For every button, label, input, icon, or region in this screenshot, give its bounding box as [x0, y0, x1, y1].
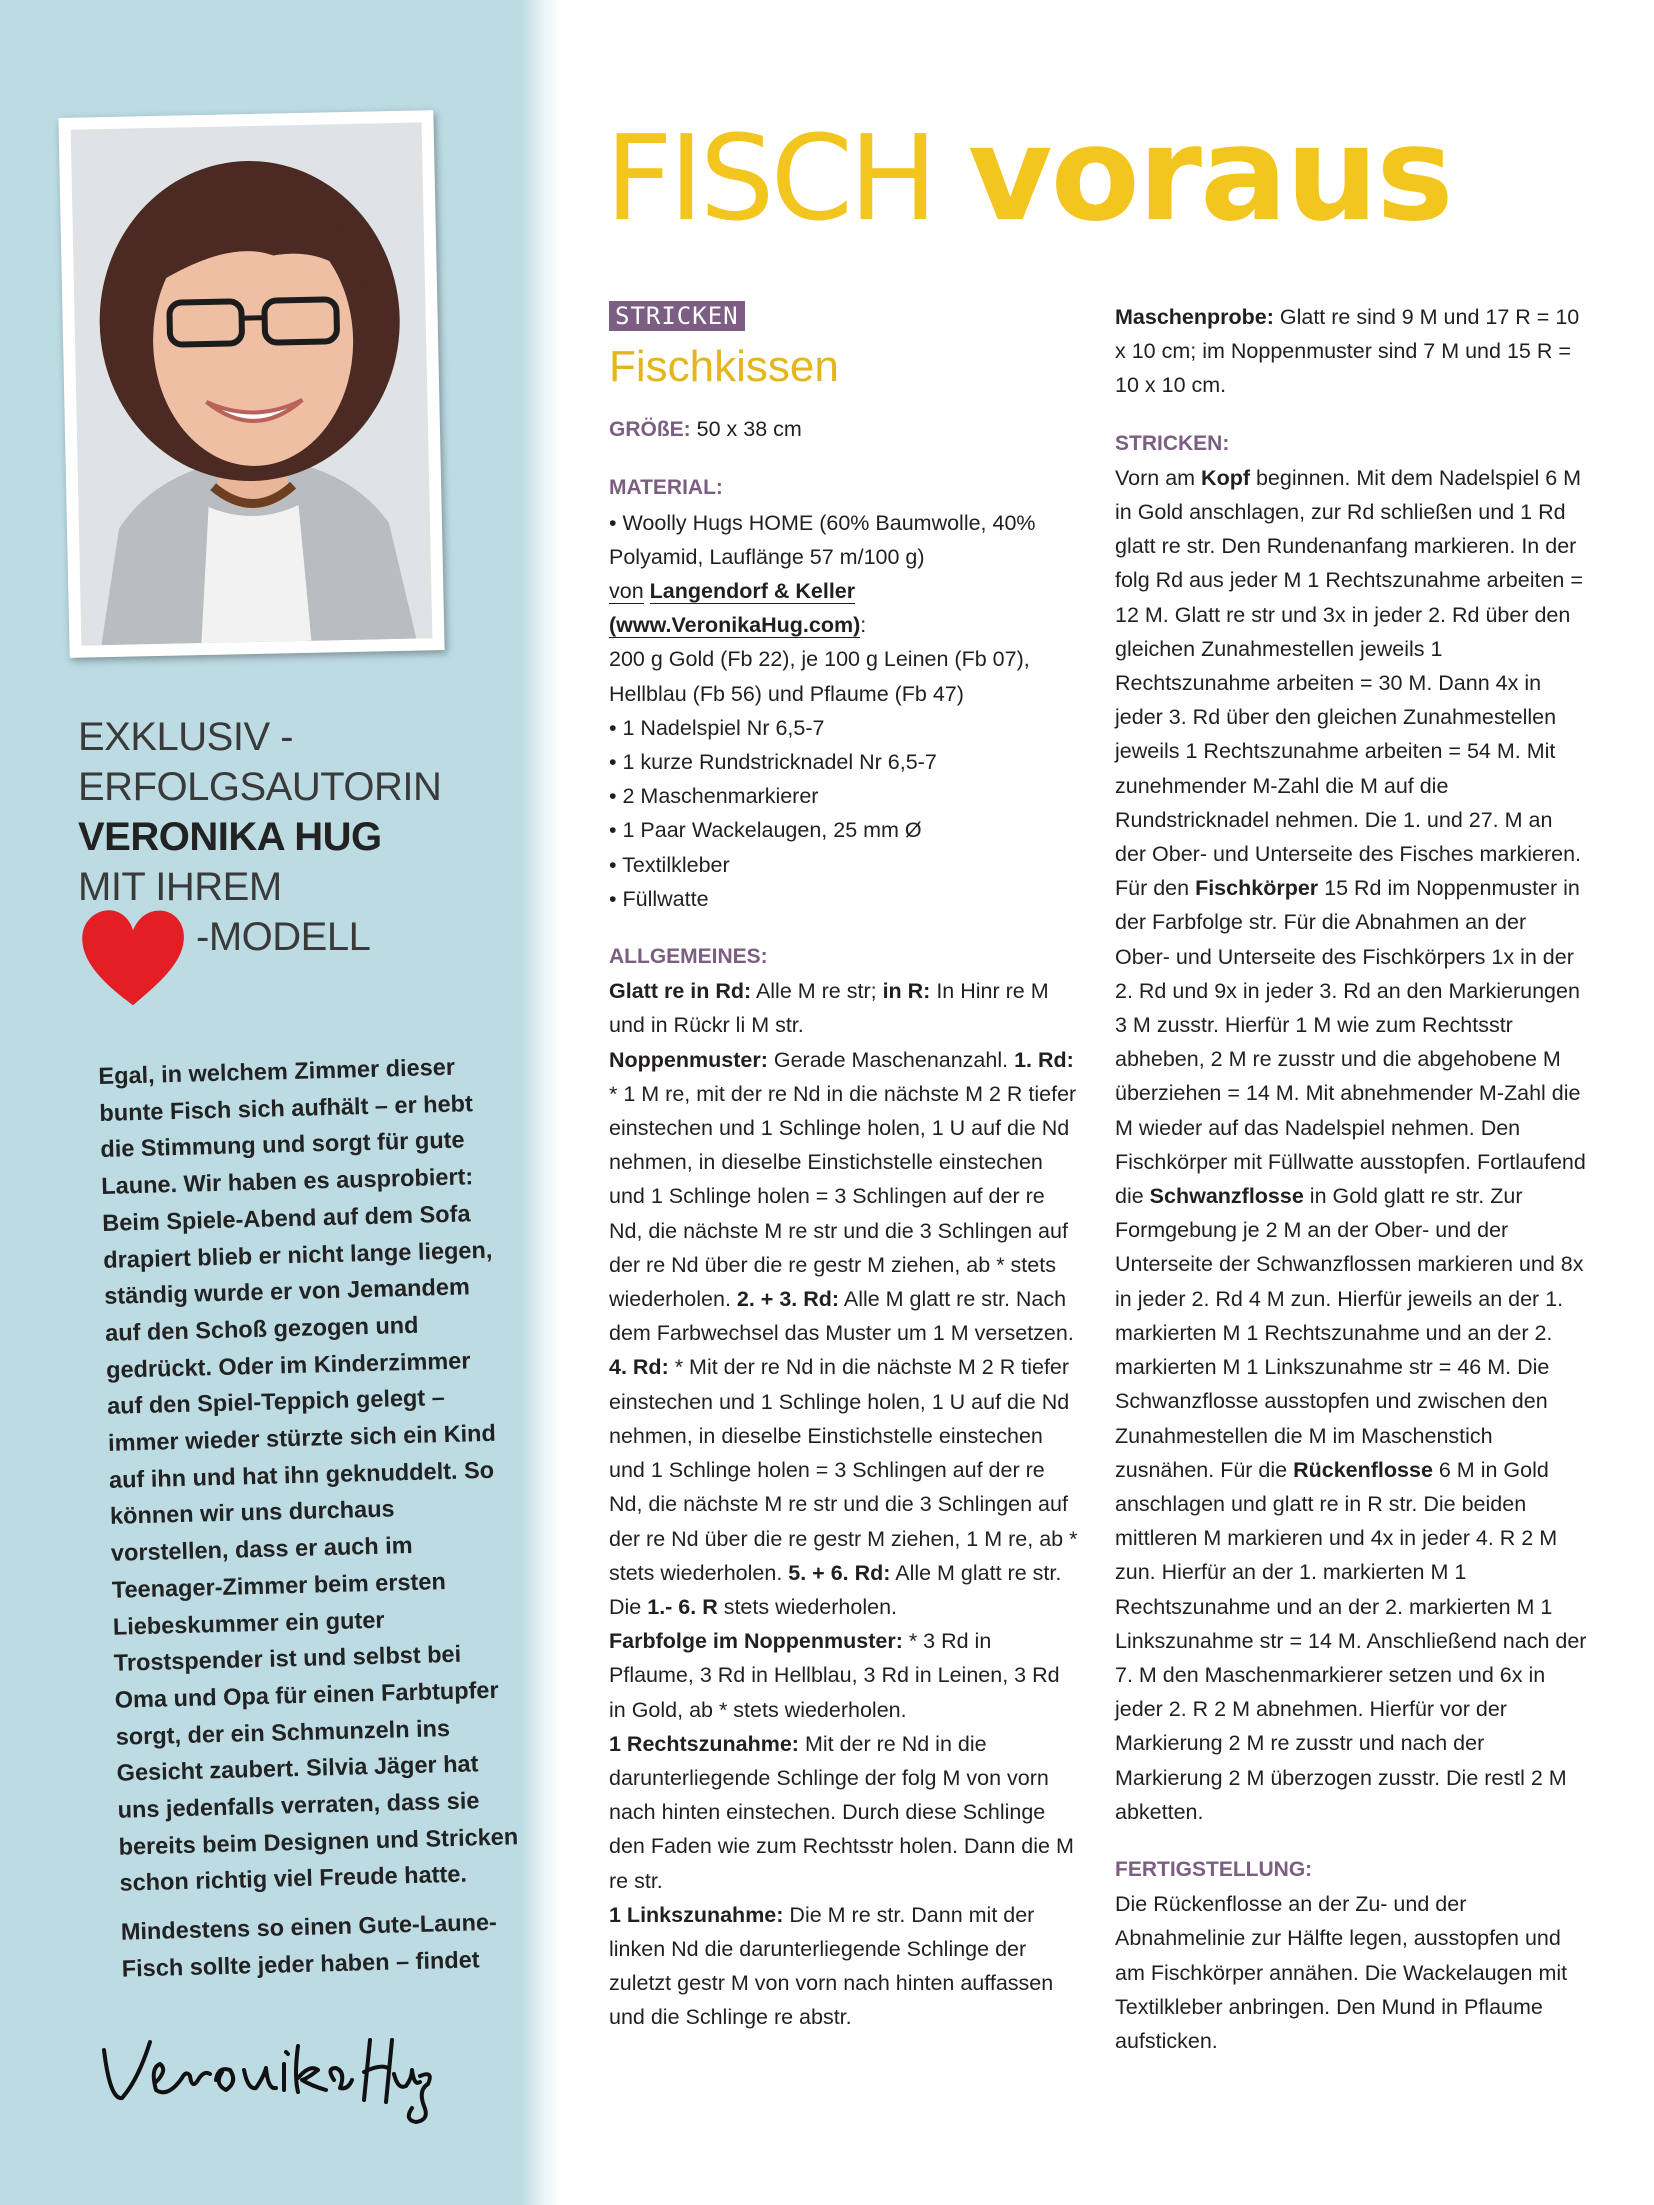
column-right — [1115, 300, 1587, 2058]
maschenprobe-text: Glatt re sind 9 M und 17 R = 10 x 10 cm; im Noppenmuster sind 7 M und 15 R = 10 x 10 cm. — [1115, 305, 1580, 398]
noppen-round-1: 1. Rd: — [1014, 1047, 1074, 1072]
stricken-rueckenflosse: Rückenflosse — [1293, 1457, 1433, 1482]
glatt-text-2: In Hinr re M und in Rückr li M str. — [609, 979, 1049, 1038]
page-title — [605, 98, 1452, 250]
headline-author-name: VERONIKA HUG — [78, 815, 382, 859]
intro-paragraph-1: Egal, in welchem Zimmer dieser bunte Fisch sich aufhält – er hebt die Stimmung und sorgt für gute Laune. Wir haben es ausprobiert: Beim Spiele-Abend auf dem Sofa drapiert blieb er nicht lange liegen, ständig wurde er von Jemandem auf den Schoß gezogen und gedrückt. Oder im Kinderzimmer auf den Spiel-Teppich gelegt – immer wieder stürzte sich ein Kind auf ihn und hat ihn geknuddelt. So können wir uns durchaus vorstellen, dass er auch im Teenager-Zimmer beim ersten Liebeskummer ein guter Trostspender ist und selbst bei Oma und Opa für einen Farbtupfer sorgt, der ein Schmunzeln ins Gesicht zaubert. Silvia Jäger hat uns jedenfalls verraten, dass sie bereits beim Designen und Stricken schon richtig viel Freude hatte. — [98, 1053, 519, 1897]
stricken-text-3: 15 Rd im Noppenmuster in der Farbfolge str. Für die Abnahmen an der Ober- und Unterseite des Fischkörpers 1x in der 2. Rd und 9x in jeder 3. Rd an den Markierungen 3 M zusstr. Hierfür 1 M wie zum Rechtsstr abheben, 2 M re zusstr und die abgehobene M überziehen = 14 M. Mit abnehmender M-Zahl die M wieder auf das Nadelspiel nehmen. Den Fischkörper mit Füllwatte ausstopfen. Fortlaufend die — [1115, 876, 1586, 1209]
linkszunahme-term: 1 Linkszunahme: — [609, 1902, 784, 1927]
material-item: • Füllwatte — [609, 886, 709, 911]
title-thin: FISCH — [605, 109, 934, 247]
glatt-term: Glatt re in Rd: — [609, 979, 752, 1004]
headline-line-2: ERFOLGSAUTORIN — [78, 765, 442, 809]
material-von: von — [609, 579, 644, 604]
signature — [98, 2020, 438, 2135]
farbfolge-text: * 3 Rd in Pflaume, 3 Rd in Hellblau, 3 Rd in Leinen, 3 Rd in Gold, ab * stets wiederholen. — [609, 1629, 1060, 1722]
noppen-term: Noppenmuster: — [609, 1047, 768, 1072]
material-item: • 1 Nadelspiel Nr 6,5-7 — [609, 715, 825, 740]
rechtszunahme-paragraph — [609, 1727, 1079, 1898]
noppen-text-2: * 1 M re, mit der re Nd in die nächste M 2 R tiefer einstechen und 1 Schlinge holen, 1 U auf die Nd nehmen, in dieselbe Einstichstelle einstechen und 1 Schlinge holen = 3 Schlingen auf der re Nd, die nächste M re str und die 3 Schlingen auf der re Nd über die re gestr M ziehen, ab * stets wiederholen. — [609, 1081, 1077, 1312]
stricken-text-5: 6 M in Gold anschlagen und glatt re in R str. Die beiden mittleren M markieren und 4x in jeder 4. R 2 M zun. Hierfür an der 1. markierten M 1 Rechtszunahme und an der 2. markierten M 1 Linkszunahme str = 14 M. Anschließend nach der 7. M den Maschenmarkierer setzen und 6x in jeder 2. R 2 M abnehmen. Hierfür vor der Markierung 2 M re zusstr und nach der Markierung 2 M überzogen zusstr. Die restl 2 M abketten. — [1115, 1457, 1587, 1824]
material-item: • Textilkleber — [609, 852, 730, 877]
linkszunahme-text: Die M re str. Dann mit der linken Nd die darunterliegende Schlinge der zuletzt gestr M von vorn nach hinten auffassen und die Schlinge re abstr. — [609, 1902, 1054, 2030]
stricken-text-4: in Gold glatt re str. Zur Formgebung je 2 M an der Ober- und der Unterseite der Schwanzflossen markieren und 8x in jeder 2. Rd 4 M zun. Hierfür jeweils an der 1. markierten M 1 Rechtszunahme und an der 2. markierten M 1 Linkszunahme str = 46 M. Die Schwanzflosse ausstopfen und zwischen den Zunahmestellen die M im Maschenstich zusnähen. Für die — [1115, 1184, 1584, 1482]
material-item: • 2 Maschenmarkierer — [609, 784, 819, 809]
maschenprobe-term: Maschenprobe: — [1115, 305, 1274, 329]
general-label: ALLGEMEINES: — [609, 945, 768, 969]
noppen-round-1-6: 1.- 6. R — [647, 1594, 718, 1619]
farbfolge-paragraph — [609, 1624, 1079, 1727]
material-brand: Langendorf & Keller — [649, 579, 856, 604]
noppen-text-3: Alle M glatt re str. Nach dem Farbwechsel das Muster um 1 M versetzen. — [609, 1287, 1074, 1346]
section-tag: STRICKEN — [609, 301, 745, 331]
sidebar — [0, 0, 560, 2205]
material-url: (www.VeronikaHug.com) — [609, 613, 861, 638]
stricken-kopf: Kopf — [1201, 465, 1250, 490]
noppen-text-4: * Mit der re Nd in die nächste M 2 R tiefer einstechen und 1 Schlinge holen, 1 U auf die Nd nehmen, in dieselbe Einstichstelle einstechen und 1 Schlinge holen = 3 Schlingen auf der re Nd, die nächste M re str und die 3 Schlingen auf der re Nd über die re gestr M ziehen, 1 M re, ab * stets wiederholen. — [609, 1355, 1078, 1585]
stricken-text-2: beginnen. Mit dem Nadelspiel 6 M in Gold anschlagen, zur Rd schließen und 1 Rd glatt re str. Den Rundenanfang markieren. In der folg Rd aus jeder M 1 Rechtszunahme arbeiten = 12 M. Glatt re str und 3x in jeder 2. Rd über den gleichen Zunahmestellen jeweils 1 Rechtszunahme arbeiten = 30 M. Dann 4x in jeder 3. Rd über den gleichen Zunahmestellen jeweils 1 Rechtszunahme arbeiten = 54 M. Mit zunehmender M-Zahl die M auf die Rundstricknadel nehmen. Die 1. und 27. M an der Ober- und Unterseite des Fisches markieren. Für den — [1115, 465, 1583, 901]
author-photo — [58, 110, 444, 658]
noppen-round-2-3: 2. + 3. Rd: — [736, 1287, 840, 1312]
signature-graphic — [98, 2020, 438, 2130]
farbfolge-term: Farbfolge im Noppenmuster: — [609, 1629, 903, 1654]
stricken-fischkoerper: Fischkörper — [1195, 876, 1319, 901]
glatt-text: Alle M re str; — [751, 979, 883, 1004]
glatt-paragraph — [609, 974, 1079, 1042]
stricken-schwanzflosse: Schwanzflosse — [1149, 1184, 1304, 1209]
material-label: MATERIAL: — [609, 476, 723, 500]
portrait-illustration — [71, 122, 433, 645]
headline-heart-row — [78, 912, 498, 972]
subtitle: Fischkissen — [609, 342, 839, 392]
stricken-label: STRICKEN: — [1115, 431, 1230, 455]
rechtszunahme-term: 1 Rechtszunahme: — [609, 1731, 799, 1756]
size-label: GRÖßE: — [609, 418, 691, 442]
noppen-text-5: Alle M glatt re str. Die — [609, 1560, 1062, 1619]
headline-line-4: MIT IHREM — [78, 865, 282, 909]
heart-icon — [78, 904, 188, 1014]
fertigstellung-text: Die Rückenflosse an der Zu- und der Abnahmelinie zur Hälfte legen, ausstopfen und am Fischkörper annähen. Die Wackelaugen mit Textilkleber anbringen. Den Mund in Pflaume aufsticken. — [1115, 1892, 1568, 2053]
material-item: • 1 Paar Wackelaugen, 25 mm Ø — [609, 818, 922, 843]
stricken-paragraph — [1115, 461, 1587, 1829]
material-item: • 1 kurze Rundstricknadel Nr 6,5-7 — [609, 750, 937, 775]
noppen-text: Gerade Maschenanzahl. — [767, 1047, 1015, 1072]
rechtszunahme-text: Mit der re Nd in die darunterliegende Schlinge der folg M von vorn nach hinten einstechen. Durch diese Schlinge den Faden wie zum Rechtsstr holen. Dann die M re str. — [609, 1731, 1074, 1893]
intro-paragraph-2: Mindestens so einen Gute-Laune-Fisch sollte jeder haben – findet — [120, 1909, 498, 1982]
headline-line-1: EXKLUSIV - — [78, 715, 294, 759]
headline-line-5: -MODELL — [196, 915, 371, 959]
size-line — [609, 412, 1079, 447]
title-bold: voraus — [967, 98, 1452, 250]
intro-text — [98, 1048, 523, 2000]
material-yarn: • Woolly Hugs HOME (60% Baumwolle, 40% Polyamid, Lauflänge 57 m/100 g) — [609, 510, 1036, 569]
material-brand-line — [609, 574, 1079, 608]
sidebar-headline — [78, 712, 498, 972]
material-url-line — [609, 608, 1079, 642]
material-colon: : — [860, 613, 867, 638]
maschenprobe-paragraph — [1115, 300, 1587, 403]
stricken-text-1: Vorn am — [1115, 465, 1202, 490]
size-value: 50 x 38 cm — [696, 417, 802, 442]
noppen-round-5-6: 5. + 6. Rd: — [788, 1560, 891, 1585]
glatt-term-2: in R: — [882, 979, 931, 1004]
noppen-round-4: 4. Rd: — [609, 1355, 669, 1380]
fertigstellung-label: FERTIGSTELLUNG: — [1115, 1857, 1313, 1881]
linkszunahme-paragraph — [609, 1898, 1079, 2035]
noppen-paragraph — [609, 1043, 1079, 1624]
column-left — [609, 300, 1079, 2035]
author-portrait — [71, 122, 433, 645]
noppen-text-6: stets wiederholen. — [717, 1594, 897, 1619]
material-amounts: 200 g Gold (Fb 22), je 100 g Leinen (Fb 07), Hellblau (Fb 56) und Pflaume (Fb 47) — [609, 647, 1030, 706]
